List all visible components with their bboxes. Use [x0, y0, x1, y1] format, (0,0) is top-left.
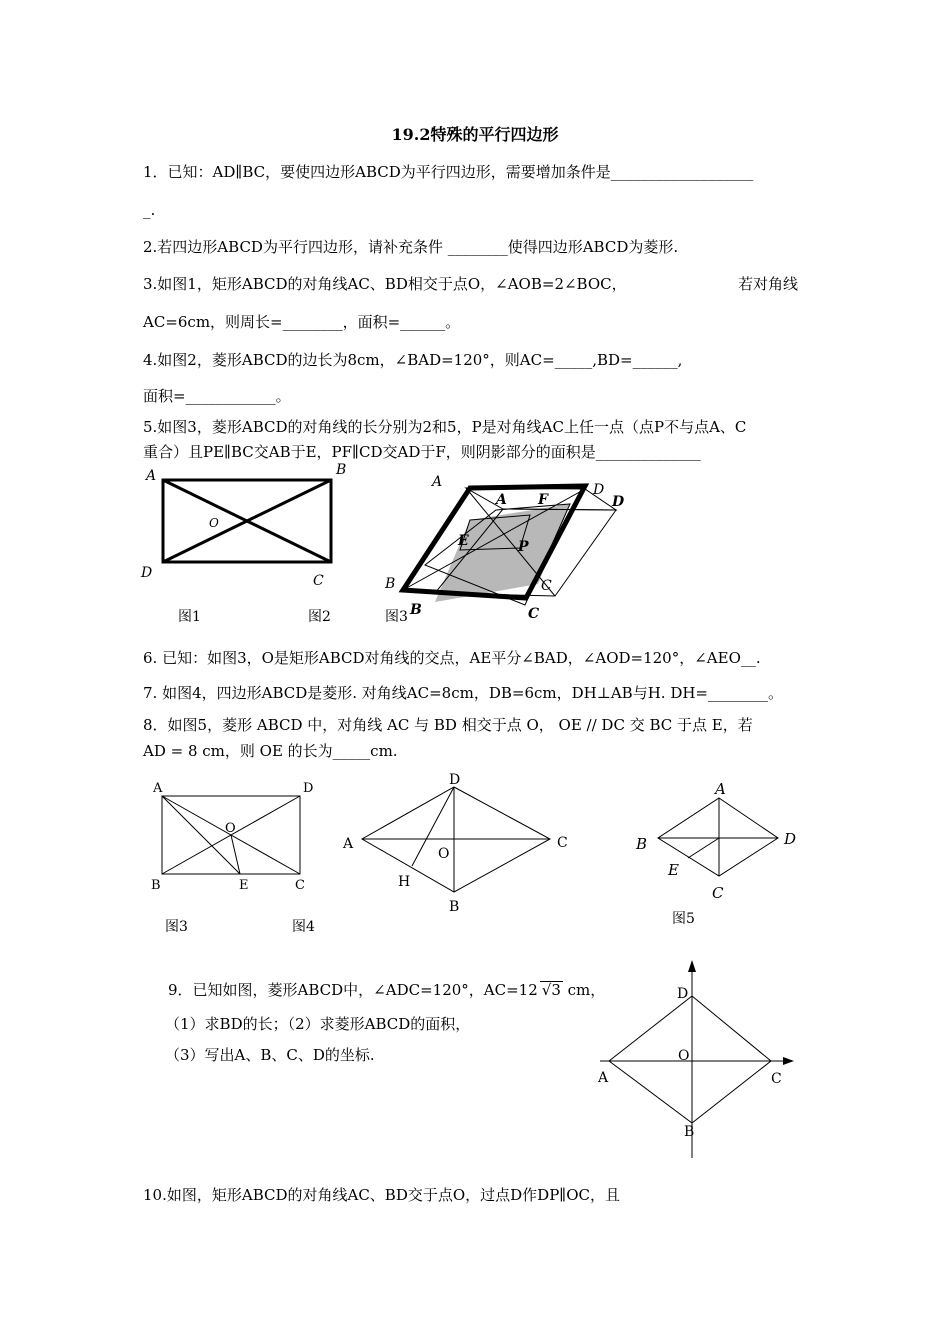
question-4-line-2: 面积=____________。 — [143, 387, 291, 405]
question-1-line-1: 1．已知：AD∥BC，要使四边形ABCD为平行四边形，需要增加条件是___________________ — [143, 163, 754, 181]
question-1-line-2: _. — [143, 201, 156, 219]
label-e: E — [668, 861, 679, 879]
q9-sqrt-value: 3 — [551, 981, 561, 999]
question-6: 6. 已知：如图3，O是矩形ABCD对角线的交点，AE平分∠BAD，∠AOD=120°，∠AEO__. — [143, 649, 761, 667]
question-8-line-2: AD = 8 cm，则 OE 的长为_____cm. — [143, 742, 398, 760]
caption-fig2: 图2 — [308, 609, 331, 625]
question-3-line-1: 3.如图1，矩形ABCD的对角线AC、BD相交于点O，∠AOB=2∠BOC， — [143, 275, 627, 293]
figure-3-rectangle — [148, 776, 323, 894]
question-3-line-1-end: 若对角线 — [738, 275, 799, 293]
question-3-line-2: AC=6cm，则周长=________，面积=______。 — [143, 313, 461, 331]
label-c: C — [557, 835, 568, 851]
label-b: B — [151, 878, 161, 893]
page-title: 19.2特殊的平行四边形 — [391, 125, 559, 144]
label-a: A — [146, 468, 157, 484]
label-h: H — [398, 874, 411, 890]
y-arrow-icon — [688, 960, 696, 972]
question-2: 2.若四边形ABCD为平行四边形，请补充条件 ________使得四边形ABCD为菱形. — [143, 238, 679, 256]
label-b: B — [684, 1124, 695, 1140]
label-d: D — [449, 772, 461, 788]
question-4-line-1: 4.如图2，菱形ABCD的边长为8cm，∠BAD=120°，则AC=_____,BD=______, — [143, 351, 683, 369]
label-d: D — [303, 781, 314, 796]
label-c: C — [313, 573, 324, 589]
label-c2: C — [528, 606, 540, 622]
label-f: F — [538, 492, 548, 508]
label-a1: A — [432, 474, 443, 490]
q9-sqrt: √3 — [541, 981, 561, 999]
x-arrow-icon — [783, 1057, 794, 1065]
label-d: D — [677, 986, 689, 1002]
question-5-line-2: 重合）且PE∥BC交AB于E，PF∥CD交AD于F，则阴影部分的面积是______________ — [143, 443, 701, 461]
label-b2: B — [410, 602, 422, 618]
label-c: C — [295, 878, 305, 893]
label-d: D — [784, 830, 797, 848]
label-b: B — [449, 899, 460, 915]
question-9-line-2: （1）求BD的长；（2）求菱形ABCD的面积， — [165, 1015, 471, 1033]
caption-fig5: 图5 — [672, 911, 695, 927]
label-b1: B — [385, 576, 396, 592]
label-a: A — [343, 836, 354, 852]
segment-oe — [688, 838, 719, 858]
label-a: A — [153, 781, 163, 796]
caption-fig4: 图4 — [292, 919, 315, 935]
q9-unit: cm， — [567, 981, 606, 999]
label-o: O — [438, 846, 450, 862]
rhombus — [609, 996, 771, 1123]
question-9-line-3: （3）写出A、B、C、D的坐标. — [165, 1046, 375, 1064]
label-c: C — [771, 1071, 782, 1087]
question-7: 7. 如图4，四边形ABCD是菱形. 对角线AC=8cm，DB=6cm，DH⊥AB与H. DH=________。 — [143, 684, 783, 702]
caption-fig3: 图3 — [385, 609, 408, 625]
label-o: O — [678, 1048, 690, 1064]
figure-1-rectangle — [138, 458, 348, 592]
label-a2: A — [496, 492, 507, 508]
label-b: B — [636, 835, 648, 853]
figure-2-3-rhombus — [380, 470, 650, 622]
question-10: 10.如图，矩形ABCD的对角线AC、BD交于点O，过点D作DP∥OC，且 — [143, 1186, 620, 1204]
caption-fig3b: 图3 — [165, 919, 188, 935]
label-c1: C — [541, 578, 552, 594]
label-a: A — [598, 1070, 609, 1086]
label-c: C — [712, 884, 724, 902]
figure-9-coordinate-rhombus — [594, 958, 800, 1164]
label-o: O — [209, 516, 219, 530]
label-p: P — [518, 539, 529, 555]
label-e: E — [239, 878, 249, 893]
figure-5-rhombus — [630, 778, 805, 908]
figure-4-rhombus — [338, 770, 573, 918]
label-a: A — [715, 780, 726, 798]
label-o: O — [225, 821, 236, 836]
label-d: D — [141, 565, 153, 581]
q9-text: 9．已知如图，菱形ABCD中，∠ADC=120°，AC=12 — [168, 981, 538, 999]
label-e: E — [458, 533, 469, 549]
question-5-line-1: 5.如图3，菱形ABCD的对角线的长分别为2和5，P是对角线AC上任一点（点P不与点A、C — [143, 418, 747, 436]
label-d1: D — [593, 482, 605, 498]
label-d2: D — [612, 494, 625, 510]
question-8-line-1: 8．如图5，菱形 ABCD 中，对角线 AC 与 BD 相交于点 O， OE // DC 交 BC 于点 E，若 — [143, 716, 753, 734]
caption-fig1: 图1 — [178, 609, 201, 625]
question-9-line-1 — [168, 980, 605, 1000]
segment-oe — [231, 835, 240, 874]
label-b: B — [336, 462, 347, 478]
